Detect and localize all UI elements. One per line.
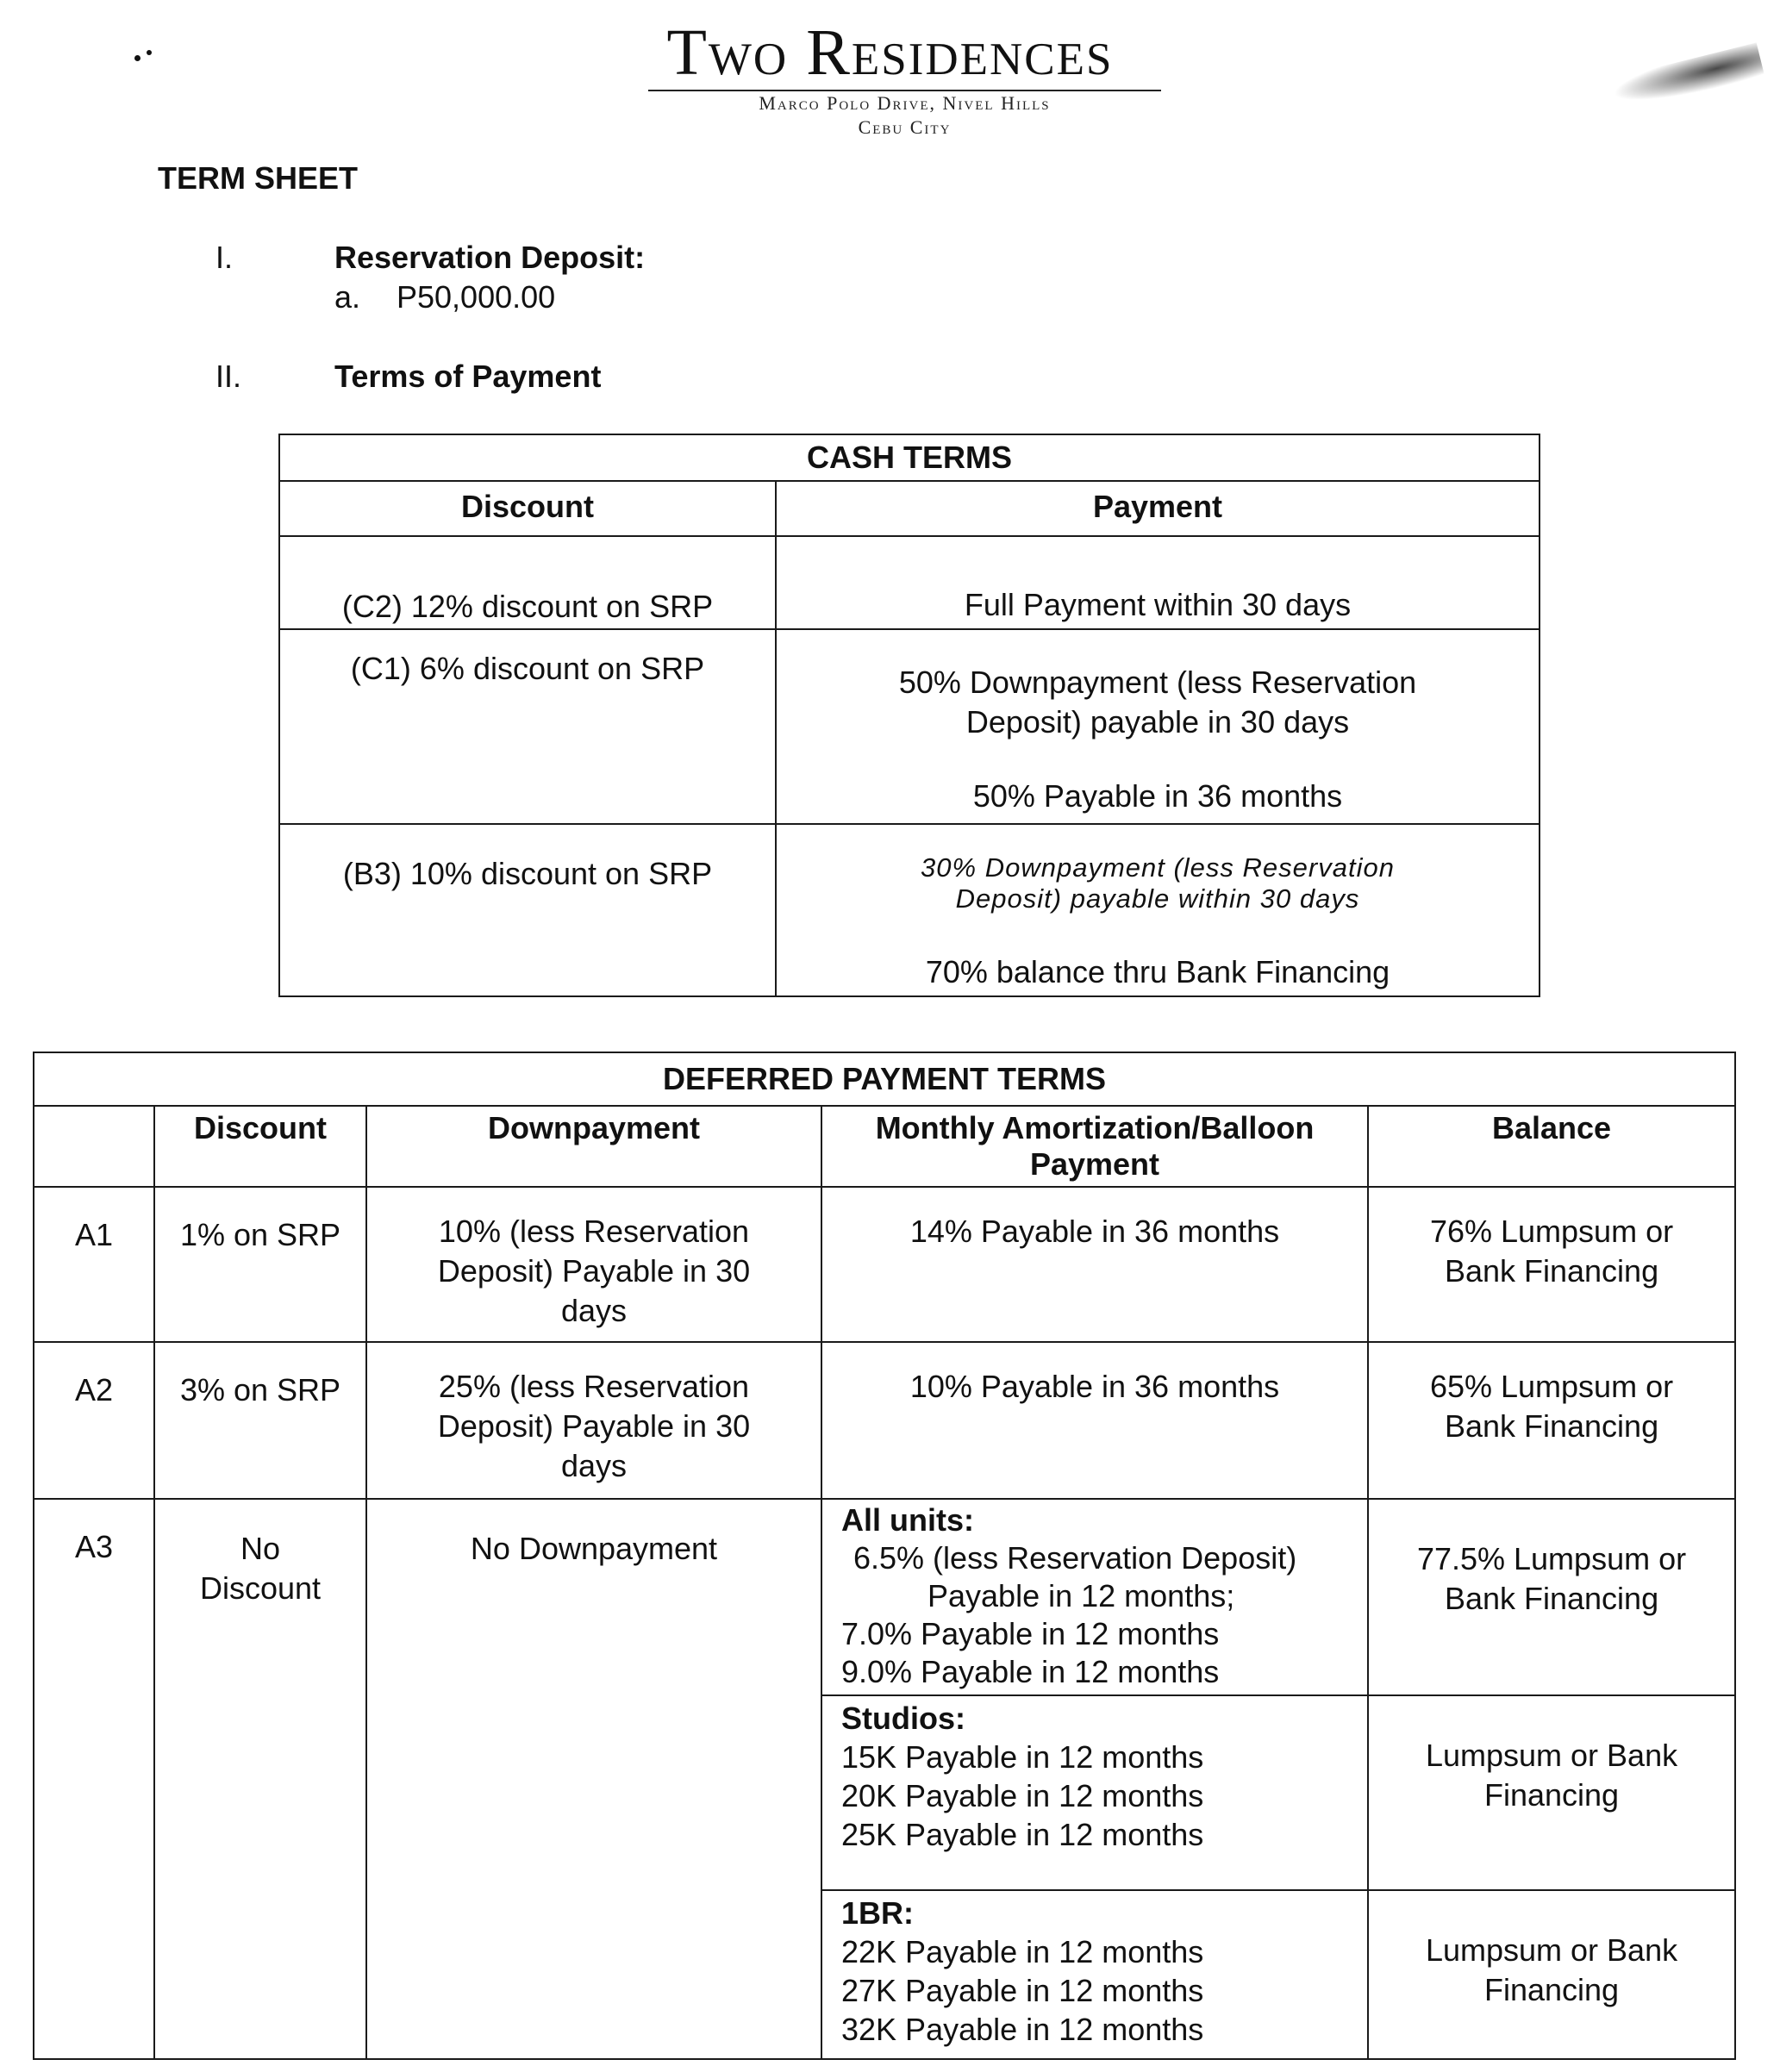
monthly-cell: [821, 1187, 1368, 1342]
payment-line: 50% Downpayment (less Reservation: [898, 665, 1417, 700]
term-code: A1: [34, 1187, 154, 1342]
balance-cell: [1368, 1187, 1735, 1342]
payment-line: 50% Payable in 36 months: [972, 778, 1343, 814]
monthly-line: 9.0% Payable in 12 months: [841, 1654, 1220, 1689]
downpayment-cell: [366, 1499, 821, 2059]
brand-name: Two Residences: [666, 16, 1114, 89]
downpayment-line: No Downpayment: [470, 1531, 718, 1566]
balance-line: Lumpsum or Bank: [1425, 1738, 1678, 1773]
subgroup-heading: 1BR:: [841, 1895, 915, 1931]
downpayment-line: 25% (less Reservation: [438, 1369, 750, 1404]
table-row: [34, 1499, 1735, 1695]
discount-cell: (C1) 6% discount on SRP: [279, 629, 776, 824]
balance-line: 65% Lumpsum or: [1429, 1369, 1674, 1404]
balance-cell: [1368, 1499, 1735, 1695]
balance-line: Financing: [1483, 1777, 1620, 1813]
discount-line: Discount: [199, 1570, 322, 1606]
monthly-line: 27K Payable in 12 months: [841, 1973, 1204, 2008]
address-line-1: Marco Polo Drive, Nivel Hills: [759, 92, 1051, 114]
payment-cell: [776, 536, 1540, 629]
discount-cell: (B3) 10% discount on SRP: [279, 824, 776, 996]
monthly-line: 10% Payable in 36 months: [909, 1369, 1280, 1404]
balance-line: 76% Lumpsum or: [1429, 1214, 1674, 1249]
downpayment-line: days: [560, 1293, 628, 1328]
balance-line: 77.5% Lumpsum or: [1416, 1541, 1687, 1576]
monthly-line: 15K Payable in 12 months: [841, 1739, 1204, 1775]
column-header: Downpayment: [366, 1106, 821, 1187]
section-heading: Terms of Payment: [334, 359, 602, 394]
payment-line: Full Payment within 30 days: [964, 587, 1352, 622]
document-title: TERM SHEET: [158, 160, 359, 196]
discount-line: No: [240, 1531, 281, 1566]
monthly-line: 32K Payable in 12 months: [841, 2012, 1204, 2047]
column-header: Monthly Amortization/Balloon Payment: [821, 1106, 1368, 1187]
monthly-line: 22K Payable in 12 months: [841, 1934, 1204, 1969]
balance-cell: [1368, 1695, 1735, 1890]
balance-cell: [1368, 1342, 1735, 1499]
section-item-letter: a.: [334, 279, 361, 315]
payment-cell: [776, 824, 1540, 996]
balance-line: Financing: [1483, 1972, 1620, 2007]
monthly-cell-studios: [821, 1695, 1368, 1890]
column-header: Discount: [279, 481, 776, 536]
monthly-line: 25K Payable in 12 months: [841, 1817, 1204, 1852]
monthly-line: 6.5% (less Reservation Deposit): [853, 1540, 1297, 1576]
deferred-payment-terms-table: [33, 1052, 1736, 2060]
section-heading: Reservation Deposit:: [334, 240, 646, 275]
subgroup-heading: All units:: [841, 1502, 974, 1538]
downpayment-cell: [366, 1342, 821, 1499]
discount-cell: 1% on SRP: [154, 1187, 366, 1342]
term-code: A2: [34, 1342, 154, 1499]
balance-line: Bank Financing: [1444, 1408, 1659, 1444]
table-row: [34, 1187, 1735, 1342]
deferred-terms-title: DEFERRED PAYMENT TERMS: [34, 1052, 1735, 1106]
table-row: [34, 1342, 1735, 1499]
letterhead: [0, 16, 1780, 140]
downpayment-line: days: [560, 1448, 628, 1483]
payment-line: 30% Downpayment (less Reservation: [921, 852, 1395, 883]
balance-line: Lumpsum or Bank: [1425, 1932, 1678, 1968]
monthly-cell-1br: [821, 1890, 1368, 2059]
monthly-line: Payable in 12 months;: [927, 1578, 1235, 1613]
downpayment-line: Deposit) Payable in 30: [437, 1408, 751, 1444]
table-row: [279, 536, 1540, 629]
downpayment-line: Deposit) Payable in 30: [437, 1253, 751, 1289]
balance-line: Bank Financing: [1444, 1253, 1659, 1289]
monthly-line: 20K Payable in 12 months: [841, 1778, 1204, 1813]
payment-line: 70% balance thru Bank Financing: [925, 954, 1390, 989]
monthly-line: 14% Payable in 36 months: [909, 1214, 1280, 1249]
column-header: [34, 1106, 154, 1187]
section-number: II.: [215, 359, 242, 394]
monthly-line: 7.0% Payable in 12 months: [841, 1616, 1220, 1651]
column-header: Balance: [1368, 1106, 1735, 1187]
payment-cell: [776, 629, 1540, 824]
cash-terms-table: [278, 434, 1540, 997]
downpayment-line: 10% (less Reservation: [438, 1214, 750, 1249]
payment-line: Deposit) payable within 30 days: [955, 883, 1360, 914]
discount-cell: (C2) 12% discount on SRP: [279, 536, 776, 629]
section-number: I.: [215, 240, 234, 275]
reservation-deposit-amount: P50,000.00: [397, 279, 556, 315]
table-row: [279, 629, 1540, 824]
cash-terms-title: CASH TERMS: [279, 434, 1540, 481]
address-line-2: Cebu City: [858, 116, 952, 138]
discount-cell: [154, 1499, 366, 2059]
monthly-cell: [821, 1342, 1368, 1499]
discount-cell: 3% on SRP: [154, 1342, 366, 1499]
term-code: A3: [34, 1499, 154, 2059]
payment-line: Deposit) payable in 30 days: [965, 704, 1350, 740]
downpayment-cell: [366, 1187, 821, 1342]
column-header: Payment: [776, 481, 1540, 536]
balance-cell: [1368, 1890, 1735, 2059]
monthly-cell-all-units: [821, 1499, 1368, 1695]
column-header: Discount: [154, 1106, 366, 1187]
balance-line: Bank Financing: [1444, 1581, 1659, 1616]
table-row: [279, 824, 1540, 996]
subgroup-heading: Studios:: [841, 1701, 965, 1736]
